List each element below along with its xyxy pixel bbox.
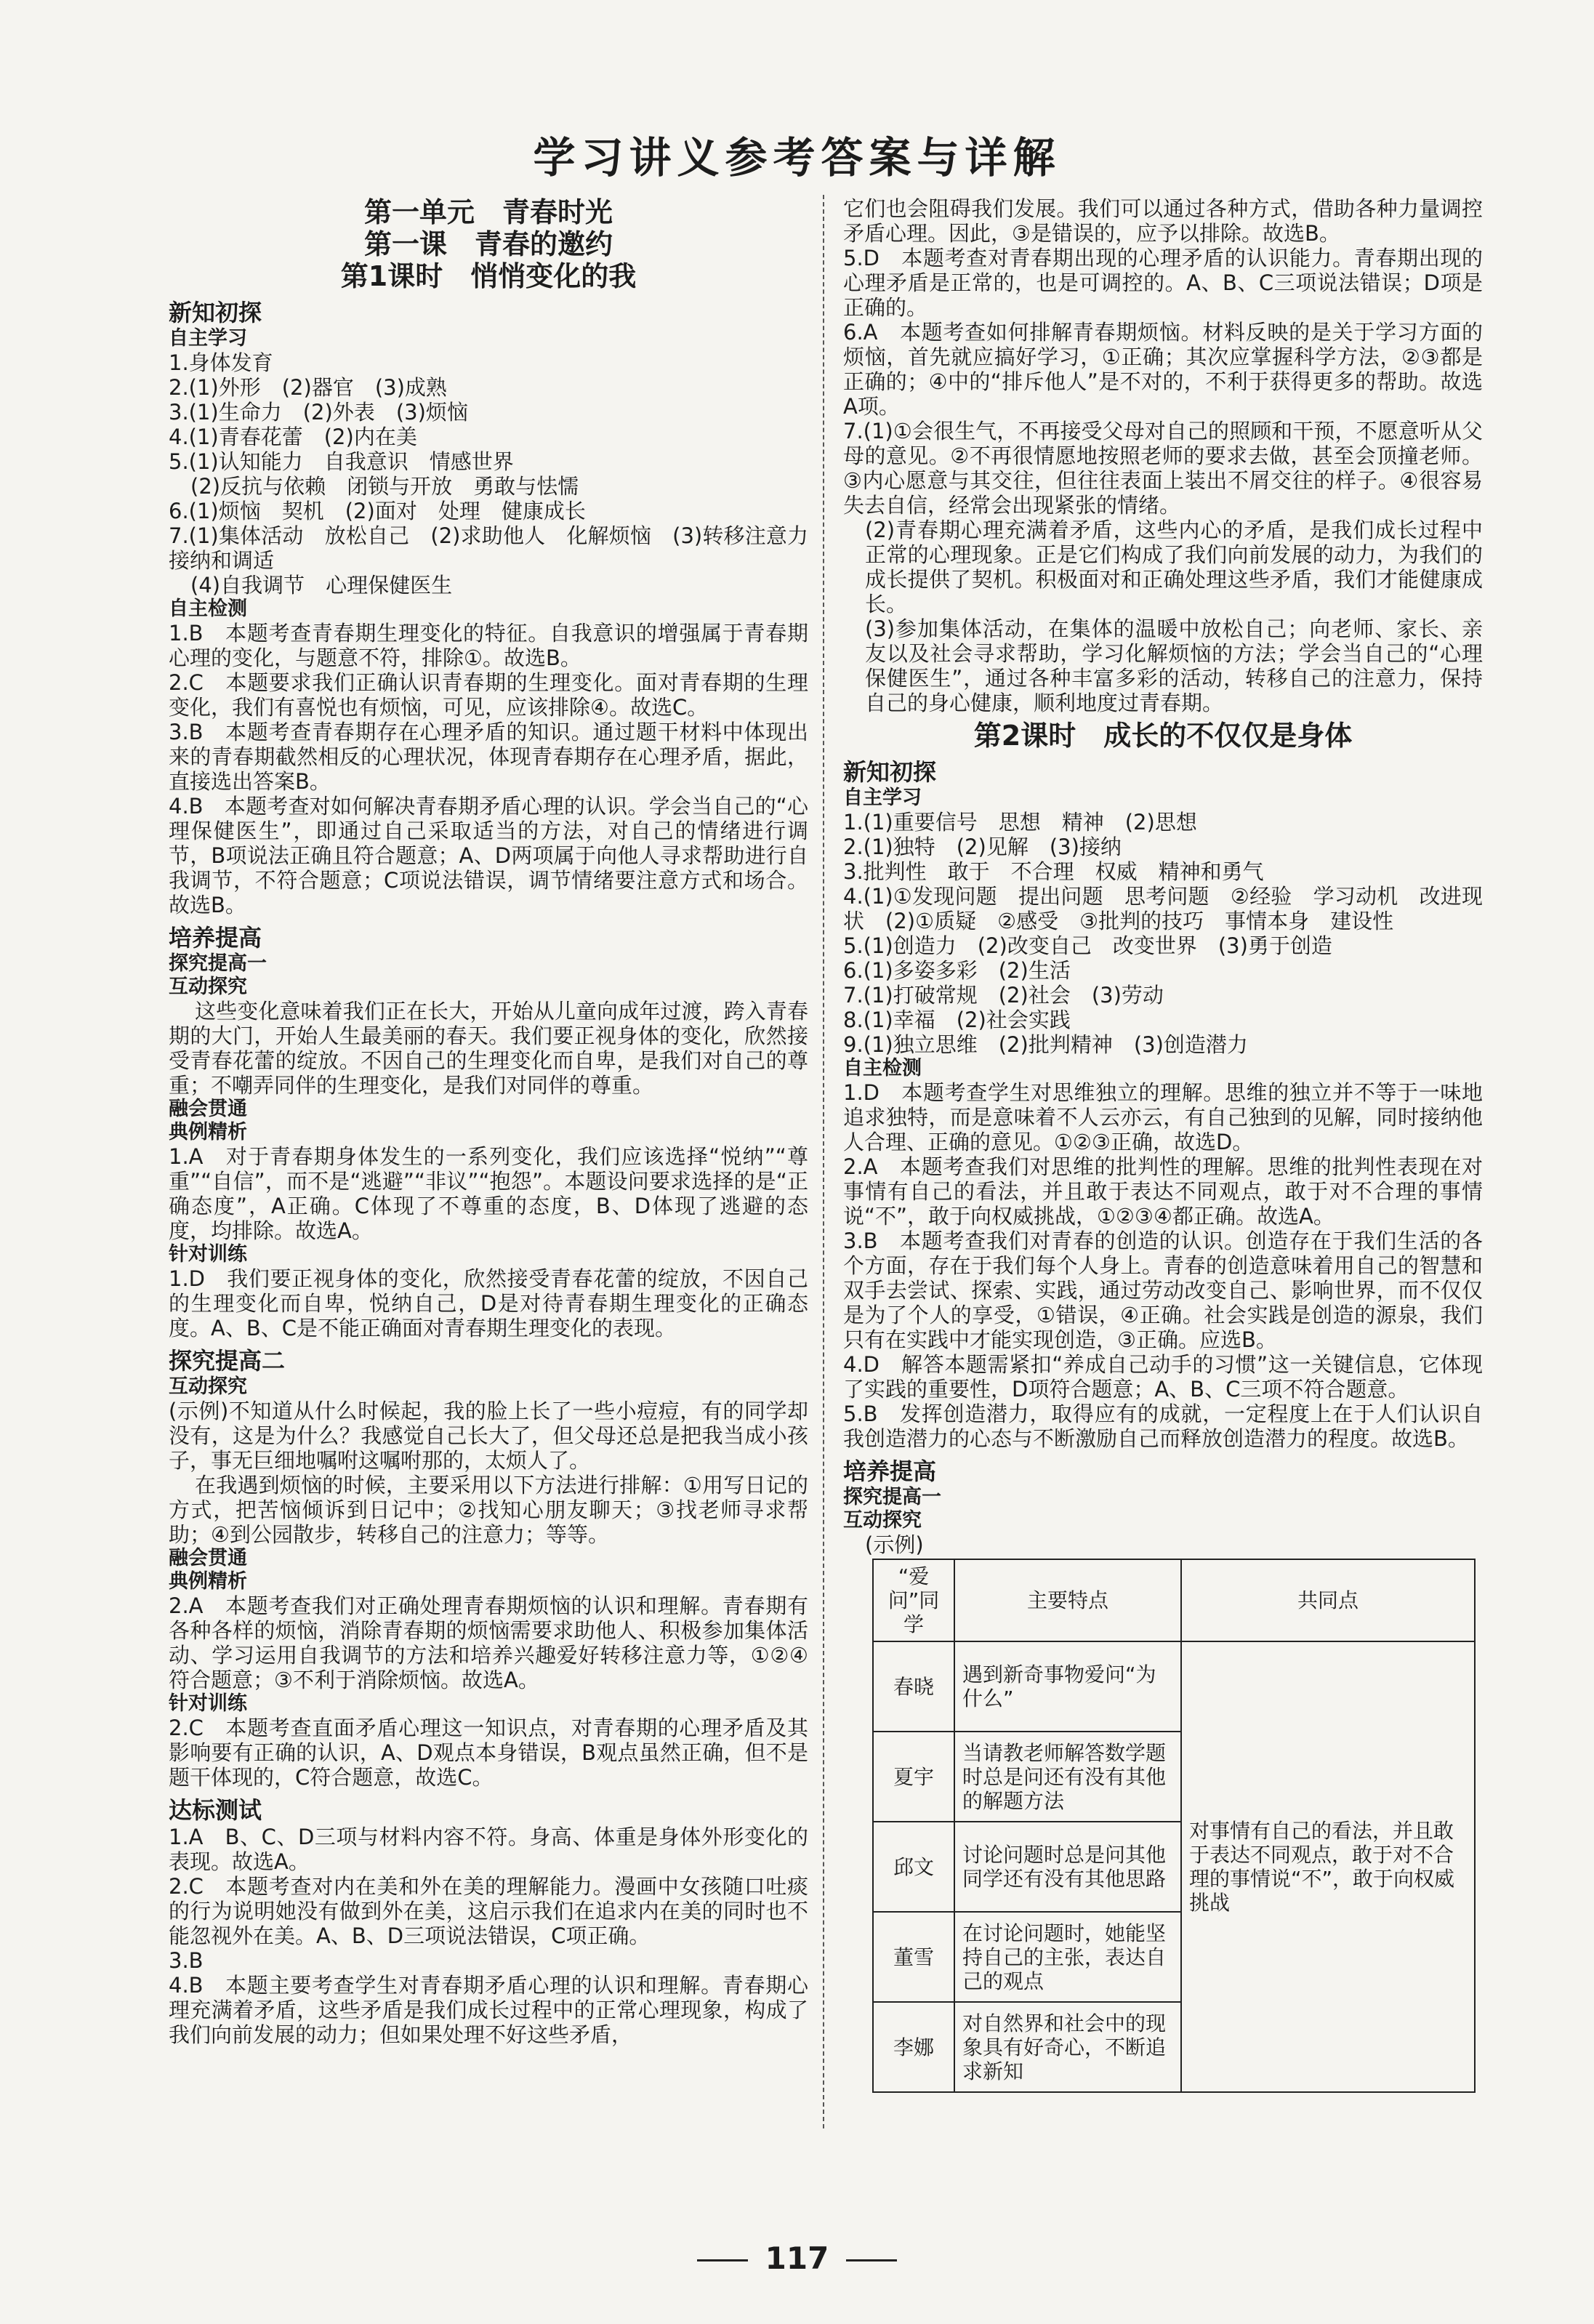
table-header-feature: 主要特点 [954, 1559, 1181, 1641]
answer-paragraph: (2)青春期心理充满着矛盾，这些内心的矛盾，是我们成长过程中正常的心理现象。正是它们构成了我们向前发展的动力，为我们的成长提供了契机。积极面对和正确处理这些矛盾，我们才能健康成长。 [865, 518, 1483, 616]
answer-paragraph: 在我遇到烦恼的时候，主要采用以下方法进行排解：①用写日记的方式，把苦恼倾诉到日记中；②找知心朋友聊天；③找老师寻求帮助；④到公园散步，转移自己的注意力；等等。 [169, 1473, 808, 1547]
feature-cell: 对自然界和社会中的现象具有好奇心，不断追求新知 [954, 2002, 1181, 2092]
subsection-heading: 典例精析 [169, 1121, 247, 1143]
student-name-cell: 春晓 [873, 1641, 954, 1732]
answer-paragraph: 这些变化意味着我们正在长大，开始从儿童向成年过渡，跨入青春期的大门，开始人生最美丽的春天。我们要正视身体的变化，欣然接受青春花蕾的绽放。不因自己的生理变化而自卑，是我们对自己的尊重；不嘲弄同伴的生理变化，是我们对同伴的尊重。 [169, 999, 808, 1098]
table-row [873, 1641, 1475, 1732]
answer-paragraph: 2.(1)独特 (2)见解 (3)接纳 [843, 835, 1122, 859]
answer-paragraph: 4.(1)青春花蕾 (2)内在美 [169, 425, 417, 449]
subsection-heading: 针对训练 [169, 1692, 247, 1715]
student-name-cell: 李娜 [873, 2002, 954, 2092]
page-number-text: 117 [765, 2240, 829, 2276]
answer-paragraph: 7.(1)集体活动 放松自己 (2)求助他人 化解烦恼 (3)转移注意力 接纳和调适 [169, 523, 830, 573]
table-header-common: 共同点 [1181, 1559, 1475, 1641]
answer-paragraph: 3.批判性 敢于 不合理 权威 精神和勇气 [843, 859, 1264, 884]
subsection-heading: 互动探究 [843, 1509, 922, 1532]
subsection-heading: 典例精析 [169, 1570, 247, 1593]
subsection-heading: 融会贯通 [169, 1547, 247, 1569]
feature-cell: 在讨论问题时，她能坚持自己的主张，表达自己的观点 [954, 1912, 1181, 2002]
answer-paragraph: 1.身体发育 [169, 350, 273, 375]
answer-paragraph: 3.B 本题考查我们对青春的创造的认识。创造存在于我们生活的各个方面，存在于我们每个人身上。青春的创造意味着用自己的智慧和双手去尝试、探索、实践，通过劳动改变自己、影响世界，而不仅仅是为了个人的享受，①错误，④正确。社会实践是创造的源泉，我们只有在实践中才能实现创造，③正确。应选B。 [843, 1229, 1483, 1352]
answer-paragraph: 2.(1)外形 (2)器官 (3)成熟 [169, 375, 447, 400]
answer-paragraph: (4)自我调节 心理保健医生 [190, 573, 453, 598]
page-title: 学习讲义参考答案与详解 [533, 133, 1061, 182]
page-number [0, 2240, 1594, 2276]
column-divider [823, 195, 824, 2128]
page-number-dash-right [846, 2259, 897, 2261]
answer-paragraph: 4.B 本题考查对如何解决青春期矛盾心理的认识。学会当自己的“心理保健医生”，即通过自己采取适当的方法，对自己的情绪进行调节，B项说法正确且符合题意；A、D两项属于向他人寻求帮助进行自我调节，不符合题意；C项说法错误，调节情绪要注意方式和场合。故选B。 [169, 794, 808, 917]
answer-paragraph: 4.D 解答本题需紧扣“养成自己动手的习惯”这一关键信息，它体现了实践的重要性，D项符合题意；A、B、C三项不符合题意。 [843, 1352, 1483, 1402]
left-column [169, 196, 830, 2047]
feature-cell: 讨论问题时总是问其他同学还有没有其他思路 [954, 1822, 1181, 1912]
answer-paragraph: 3.B [169, 1948, 204, 1973]
comparison-table [872, 1559, 1476, 2093]
subsection-heading: 互动探究 [169, 1375, 247, 1398]
answer-paragraph: 1.A 对于青春期身体发生的一系列变化，我们应该选择“悦纳”“尊重”“自信”，而不是“逃避”“非议”“抱怨”。本题设问要求选择的是“正确态度”，A正确。C体现了不尊重的态度，B、D体现了逃避的态度，均排除。故选A。 [169, 1144, 808, 1243]
answer-paragraph: (示例) [865, 1532, 924, 1557]
section-heading: 新知初探 [843, 758, 937, 786]
table-header-name: “爱问”同学 [873, 1559, 954, 1641]
answer-paragraph: 5.(1)创造力 (2)改变自己 改变世界 (3)勇于创造 [843, 933, 1332, 958]
answer-paragraph: 2.C 本题考查直面矛盾心理这一知识点，对青春期的心理矛盾及其影响要有正确的认识，A、D观点本身错误，B观点虽然正确，但不是题干体现的，C符合题意，故选C。 [169, 1716, 808, 1790]
answer-paragraph: 7.(1)①会很生气，不再接受父母对自己的照顾和干预，不愿意听从父母的意见。②不再很情愿地按照老师的要求去做，甚至会顶撞老师。③内心愿意与其交往，但往往表面上装出不屑交往的样子。④很容易失去自信，经常会出现紧张的情绪。 [843, 419, 1483, 518]
answer-paragraph: 6.(1)多姿多彩 (2)生活 [843, 958, 1071, 983]
answer-paragraph: 1.D 本题考查学生对思维独立的理解。思维的独立并不等于一味地追求独特，而是意味着不人云亦云，有自己独到的见解，同时接纳他人合理、正确的意见。①②③正确，故选D。 [843, 1080, 1483, 1154]
student-name-cell: 夏宇 [873, 1732, 954, 1822]
page-number-dash-left [697, 2259, 748, 2261]
section-heading: 培养提高 [843, 1457, 937, 1485]
section-heading: 培养提高 [169, 924, 262, 952]
subsection-heading: 融会贯通 [169, 1098, 247, 1120]
right-column [843, 196, 1483, 2093]
answer-paragraph: 2.C 本题要求我们正确认识青春期的生理变化。面对青春期的生理变化，我们有喜悦也有烦恼，可见，应该排除④。故选C。 [169, 670, 808, 720]
student-name-cell: 董雪 [873, 1912, 954, 2002]
common-point-cell: 对事情有自己的看法，并且敢于表达不同观点，敢于对不合理的事情说“不”，敢于向权威挑战 [1181, 1641, 1475, 2092]
answer-paragraph: (2)反抗与依赖 闭锁与开放 勇敢与怯懦 [190, 474, 579, 499]
subsection-heading: 自主检测 [843, 1057, 922, 1079]
answer-paragraph: 3.B 本题考查青春期存在心理矛盾的知识。通过题干材料中体现出来的青春期截然相反的心理状况，体现青春期存在心理矛盾，据此，直接选出答案B。 [169, 720, 808, 794]
answer-paragraph: (示例)不知道从什么时候起，我的脸上长了一些小痘痘，有的同学却没有，这是为什么？我感觉自己长大了，但父母还总是把我当成小孩子，事无巨细地嘱咐这嘱咐那的，太烦人了。 [169, 1399, 808, 1473]
answer-paragraph: 6.(1)烦恼 契机 (2)面对 处理 健康成长 [169, 499, 586, 523]
answer-paragraph: 7.(1)打破常规 (2)社会 (3)劳动 [843, 983, 1164, 1008]
answer-paragraph: 5.B 发挥创造潜力，取得应有的成就，一定程度上在于人们认识自我创造潜力的心态与不断激励自己而释放创造潜力的程度。故选B。 [843, 1402, 1483, 1451]
section-heading: 新知初探 [169, 299, 262, 326]
answer-paragraph: 5.D 本题考查对青春期出现的心理矛盾的认识能力。青春期出现的心理矛盾是正常的，也是可调控的。A、B、C三项说法错误；D项是正确的。 [843, 246, 1483, 320]
answer-paragraph: 1.B 本题考查青春期生理变化的特征。自我意识的增强属于青春期心理的变化，与题意不符，排除①。故选B。 [169, 621, 808, 670]
answer-paragraph: 4.(1)①发现问题 提出问题 思考问题 ②经验 学习动机 改进现状 (2)①质疑 ②感受 ③批判的技巧 事情本身 建设性 [843, 884, 1483, 933]
period-heading: 第1课时 悄悄变化的我 [340, 260, 637, 292]
unit-heading: 第一单元 青春时光 [363, 196, 613, 228]
lesson-heading: 第一课 青春的邀约 [363, 228, 613, 260]
answer-paragraph: 6.A 本题考查如何排解青春期烦恼。材料反映的是关于学习方面的烦恼，首先就应搞好学习，①正确；其次应掌握科学方法，②③都是正确的；④中的“排斥他人”是不对的，不利于获得更多的帮助。故选A项。 [843, 320, 1483, 419]
answer-paragraph: 8.(1)幸福 (2)社会实践 [843, 1008, 1071, 1032]
period-heading: 第2课时 成长的不仅仅是身体 [973, 720, 1353, 752]
answer-paragraph: 3.(1)生命力 (2)外表 (3)烦恼 [169, 400, 468, 425]
feature-cell: 当请教老师解答数学题时总是问还有没有其他的解题方法 [954, 1732, 1181, 1822]
answer-paragraph: 2.C 本题考查对内在美和外在美的理解能力。漫画中女孩随口吐痰的行为说明她没有做到外在美，这启示我们在追求内在美的同时也不能忽视外在美。A、B、D三项说法错误，C项正确。 [169, 1874, 808, 1948]
answer-paragraph: 2.A 本题考查我们对思维的批判性的理解。思维的批判性表现在对事情有自己的看法，并且敢于表达不同观点，敢于对不合理的事情说“不”，敢于向权威挑战，①②③④都正确。故选A。 [843, 1154, 1483, 1229]
answer-paragraph: 2.A 本题考查我们对正确处理青春期烦恼的认识和理解。青春期有各种各样的烦恼，消除青春期的烦恼需要求助他人、积极参加集体活动、学习运用自我调节的方法和培养兴趣爱好转移注意力等，①②④符合题意；③不利于消除烦恼。故选A。 [169, 1593, 808, 1692]
section-heading: 达标测试 [169, 1796, 262, 1824]
feature-cell: 遇到新奇事物爱问“为什么” [954, 1641, 1181, 1732]
section-heading: 探究提高二 [169, 1347, 286, 1375]
subsection-heading: 自主检测 [169, 598, 247, 620]
student-name-cell: 邱文 [873, 1822, 954, 1912]
answer-paragraph: 1.D 我们要正视身体的变化，欣然接受青春花蕾的绽放，不因自己的生理变化而自卑，悦纳自己，D是对待青春期生理变化的正确态度。A、B、C是不能正确面对青春期生理变化的表现。 [169, 1266, 808, 1340]
answer-paragraph: 5.(1)认知能力 自我意识 情感世界 [169, 449, 514, 474]
subsection-heading: 互动探究 [169, 976, 247, 998]
answer-paragraph: 它们也会阻碍我们发展。我们可以通过各种方式，借助各种力量调控矛盾心理。因此，③是错误的，应予以排除。故选B。 [843, 196, 1483, 246]
answer-paragraph: 9.(1)独立思维 (2)批判精神 (3)创造潜力 [843, 1032, 1248, 1057]
answer-paragraph: 1.(1)重要信号 思想 精神 (2)思想 [843, 810, 1197, 835]
subsection-heading: 自主学习 [169, 327, 247, 350]
subsection-heading: 探究提高一 [843, 1486, 941, 1508]
subsection-heading: 探究提高一 [169, 952, 267, 975]
answer-paragraph: 1.A B、C、D三项与材料内容不符。身高、体重是身体外形变化的表现。故选A。 [169, 1825, 808, 1874]
subsection-heading: 自主学习 [843, 787, 922, 809]
answer-paragraph: 4.B 本题主要考查学生对青春期矛盾心理的认识和理解。青春期心理充满着矛盾，这些矛盾是我们成长过程中的正常心理现象，构成了我们向前发展的动力；但如果处理不好这些矛盾， [169, 1973, 808, 2047]
answer-paragraph: (3)参加集体活动，在集体的温暖中放松自己；向老师、家长、亲友以及社会寻求帮助，学习化解烦恼的方法；学会当自己的“心理保健医生”，通过各种丰富多彩的活动，转移自己的注意力，保持自己的身心健康，顺利地度过青春期。 [865, 616, 1483, 715]
subsection-heading: 针对训练 [169, 1243, 247, 1266]
